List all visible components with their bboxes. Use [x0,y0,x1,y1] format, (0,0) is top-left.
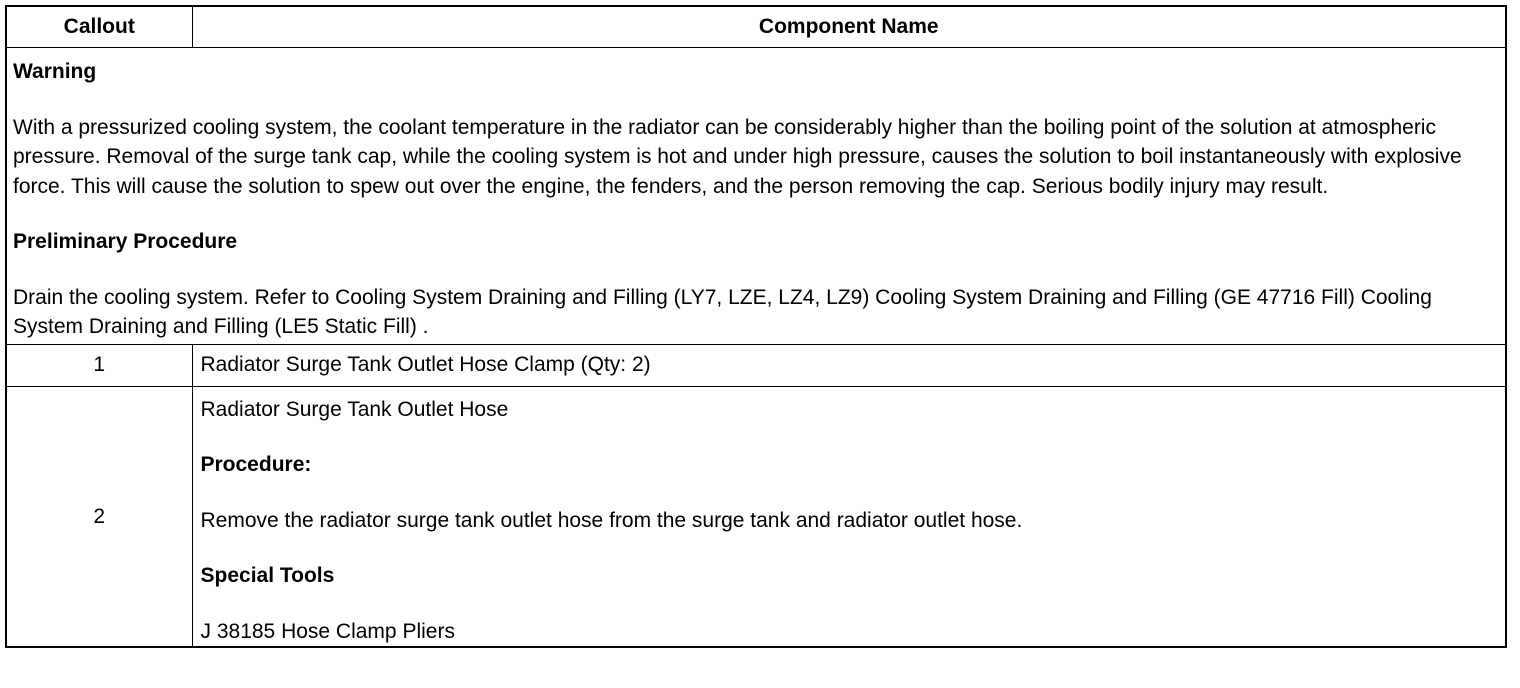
special-tools-label: Special Tools [200,564,335,587]
warning-title: Warning [13,60,97,83]
callout-header: Callout [6,6,192,48]
component-table [5,5,1507,648]
spacer [13,257,1499,283]
component-name: Radiator Surge Tank Outlet Hose [200,397,509,421]
spacer [13,201,1499,227]
callout-number: 1 [6,344,192,386]
spacer [201,480,1498,506]
spacer [201,535,1498,561]
preliminary-procedure-title: Preliminary Procedure [13,230,238,253]
table-row [6,386,1506,647]
header-row [6,6,1506,48]
component-name-header: Component Name [192,6,1506,48]
component-name: Radiator Surge Tank Outlet Hose Clamp (Qty: 2) [192,344,1506,386]
special-tools-text: J 38185 Hose Clamp Pliers [200,619,455,643]
preamble-row [6,48,1506,345]
procedure-text: Remove the radiator surge tank outlet hose from the surge tank and radiator outlet hose. [200,508,1023,532]
preliminary-procedure-text: Drain the cooling system. Refer to Cooling System Draining and Filling (LY7, LZE, LZ4, LZ9) Cooling System Draining and Filling (GE 47716 Fill) Cooling System Draining and Filling (LE5 Static Fill) . [13,285,1432,338]
preamble-cell [6,48,1506,345]
procedure-label: Procedure: [200,453,312,476]
table-row [6,344,1506,386]
callout-number: 2 [6,386,192,647]
spacer [201,591,1498,617]
spacer [13,87,1499,113]
spacer [201,424,1498,450]
warning-text: With a pressurized cooling system, the coolant temperature in the radiator can be considerably higher than the boiling point of the solution at atmospheric pressure. Removal of the surge tank cap, while the cooling system is hot and under high pressure, causes the solution to boil instantaneously with explosive force. This will cause the solution to spew out over the engine, the fenders, and the person removing the cap. Serious bodily injury may result. [13,115,1462,198]
component-detail-cell [192,386,1506,647]
